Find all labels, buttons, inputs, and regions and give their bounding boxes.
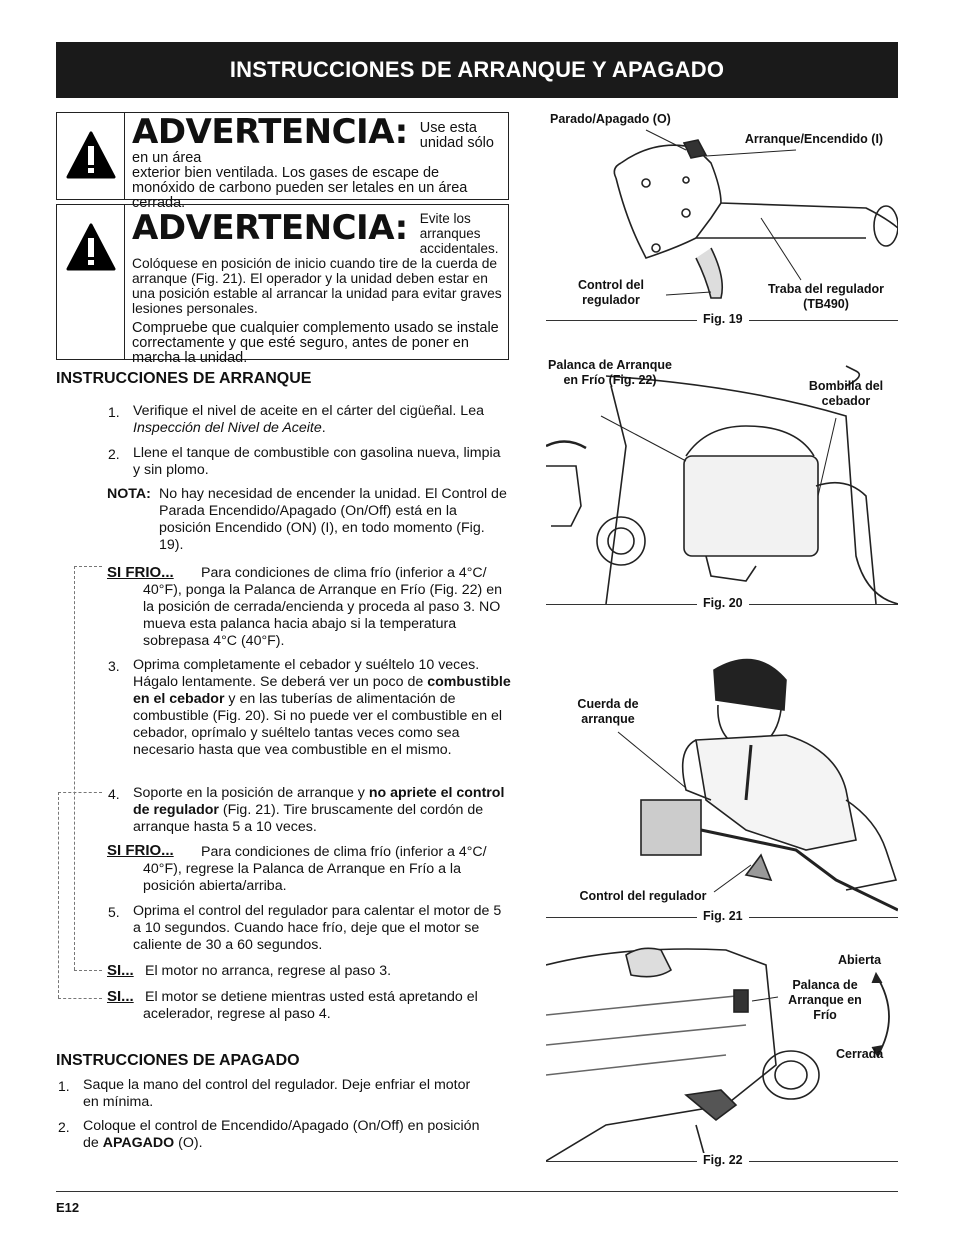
si-frio-label: SI FRIO... <box>107 842 174 859</box>
callout-throttle: Control del regulador <box>578 278 644 307</box>
stop-step-1: Saque la mano del control del regulador. Deje enfriar el motor en mínima. <box>83 1077 471 1110</box>
cold-step-2-text: Para condiciones de clima frío (inferior a 4°C/ 40°F), regrese la Palanca de Arranque en Frío a la posición abierta/arriba. <box>143 844 487 894</box>
warning-body-1: Colóquese en posición de inicio cuando tire de la cuerda de arranque (Fig. 21). El operador y la unidad deben estar en una posición estable al arrancar la unidad para evitar graves lesiones personales. <box>132 256 502 316</box>
footer-rule <box>56 1191 898 1192</box>
figure-label: Fig. 20 <box>697 596 749 610</box>
start-step-3 <box>133 657 511 759</box>
step-number: 3. <box>108 658 120 674</box>
warning-heading: ADVERTENCIA: <box>132 112 408 152</box>
callout-open: Abierta <box>838 953 882 967</box>
step-bold-text: APAGADO <box>102 1135 175 1151</box>
warning-body-2: Compruebe que cualquier complemento usado se instale correctamente y que esté seguro, antes de poner en marcha la unidad. <box>132 320 499 366</box>
step-text: Oprima completamente el cebador y suéltelo 10 veces. Hágalo lentamente. Se deberá ver un poco de <box>133 657 480 690</box>
start-heading: INSTRUCCIONES DE ARRANQUE <box>56 370 312 387</box>
warning-lead: Evite los arranques accidentales. <box>419 211 499 256</box>
step-number: 4. <box>108 786 120 802</box>
step-text: (Fig. 21). Tire bruscamente del cordón de arranque hasta 5 a 10 veces. <box>133 802 484 835</box>
step-number: 2. <box>108 446 120 462</box>
operator-starting-illustration <box>546 640 898 917</box>
si-step-2-text: El motor se detiene mientras usted está apretando el acelerador, regrese al paso 4. <box>143 989 478 1022</box>
warning-triangle-icon <box>66 131 116 179</box>
figure-21 <box>546 640 898 935</box>
warning-lead: Use esta unidad sólo en un área <box>132 120 494 166</box>
step-bold-text: no apriete el control de regulador <box>133 785 505 818</box>
callout-starter-rope: Cuerda de arranque <box>577 697 639 726</box>
figure-label: Fig. 21 <box>697 909 749 923</box>
warning-text <box>132 207 502 366</box>
callout-throttle-lock: Traba del regulador (TB490) <box>767 282 884 311</box>
callout-choke-lever: Palanca de Arranque en Frío (Fig. 22) <box>548 358 672 387</box>
si-label: SI... <box>107 962 134 979</box>
warning-box-ventilation <box>56 112 509 211</box>
figure-22 <box>546 945 898 1175</box>
si-label: SI... <box>107 988 134 1005</box>
step-text: Coloque el control de Encendido/Apagado (On/Off) en posición de <box>83 1118 480 1151</box>
si-step-2 <box>107 988 134 1006</box>
warning-body: exterior bien ventilada. Los gases de escape de monóxido de carbono pueden ser letales en un área cerrada. <box>132 165 468 211</box>
cold-step-1-text: Para condiciones de clima frío (inferior a 4°C/ 40°F), ponga la Palanca de Arranque en Frío (Fig. 22) en la posición de cerrada/encienda y proceda al paso 3. NO mueva esta palanca hacia abajo si la temperatura sobrepasa 4°C (40°F). <box>143 565 502 649</box>
start-step-1 <box>133 403 503 437</box>
step-bold-text: combustible en el cebador <box>133 674 511 707</box>
warning-box-accidental-start <box>56 204 509 366</box>
warning-heading: ADVERTENCIA: <box>132 208 408 248</box>
flow-arrow-step-4 <box>58 792 102 793</box>
note-text: No hay necesidad de encender la unidad. El Control de Parada Encendido/Apagado (On/Off) está en la posición Encendido (ON) (I), en todo momento (Fig. 19). <box>159 486 507 553</box>
figure-19 <box>546 108 898 338</box>
step-number: 1. <box>58 1078 70 1094</box>
callout-off: Parado/Apagado (O) <box>550 112 671 126</box>
step-text: y en las tuberías de alimentación de combustible (Fig. 20). Si no puede ver el combustible en el cebador, oprímalo y suéltelo tantas veces como sea necesario hasta que vea combustible en el mismo. <box>133 691 503 758</box>
note-label: NOTA: <box>107 486 151 502</box>
step-number: 5. <box>108 904 120 920</box>
si-frio-label: SI FRIO... <box>107 564 174 581</box>
start-step-4 <box>133 785 511 836</box>
si-step-1-text: El motor no arranca, regrese al paso 3. <box>145 963 392 979</box>
stop-step-2 <box>83 1118 483 1152</box>
section-title-bar <box>56 42 898 98</box>
figure-label: Fig. 22 <box>697 1153 749 1167</box>
warning-icon-container <box>57 113 125 199</box>
step-number: 1. <box>108 404 120 420</box>
step-text: Soporte en la posición de arranque y <box>133 785 369 801</box>
callout-throttle-control: Control del regulador <box>579 889 707 903</box>
step-number: 2. <box>58 1119 70 1135</box>
si-step-1 <box>107 962 134 980</box>
section-title: INSTRUCCIONES DE ARRANQUE Y APAGADO <box>229 57 725 82</box>
warning-triangle-icon <box>66 223 116 271</box>
warning-text <box>132 112 502 211</box>
callout-closed: Cerrada <box>836 1047 884 1061</box>
step-text: Verifique el nivel de aceite en el cárter del cigüeñal. Lea <box>133 403 484 419</box>
figure-20 <box>546 356 898 626</box>
flow-line-si-2 <box>58 998 102 999</box>
step-link-text: Inspección del Nivel de Aceite <box>133 420 322 436</box>
start-step-5: Oprima el control del regulador para calentar el motor de 5 a 10 segundos. Cuando hace frío, deje que el motor se caliente de 30 a 60 segundos. <box>133 903 502 953</box>
flow-line-si-1 <box>74 970 102 971</box>
callout-primer-bulb: Bombilla del cebador <box>808 379 884 408</box>
flow-line-to-step-4 <box>58 792 59 998</box>
figure-label: Fig. 19 <box>697 312 749 326</box>
warning-icon-container <box>57 205 125 359</box>
flow-line-to-step-3 <box>74 566 75 970</box>
step-text: (O). <box>174 1135 203 1151</box>
flow-arrow-step-3 <box>74 566 102 567</box>
stop-heading: INSTRUCCIONES DE APAGADO <box>56 1052 300 1069</box>
step-text: . <box>321 420 326 436</box>
page-number: E12 <box>56 1200 80 1215</box>
callout-on: Arranque/Encendido (I) <box>744 132 884 146</box>
callout-choke-lever: Palanca de Arranque en Frío <box>788 978 862 1022</box>
start-step-2: Llene el tanque de combustible con gasolina nueva, limpia y sin plomo. <box>133 445 501 478</box>
